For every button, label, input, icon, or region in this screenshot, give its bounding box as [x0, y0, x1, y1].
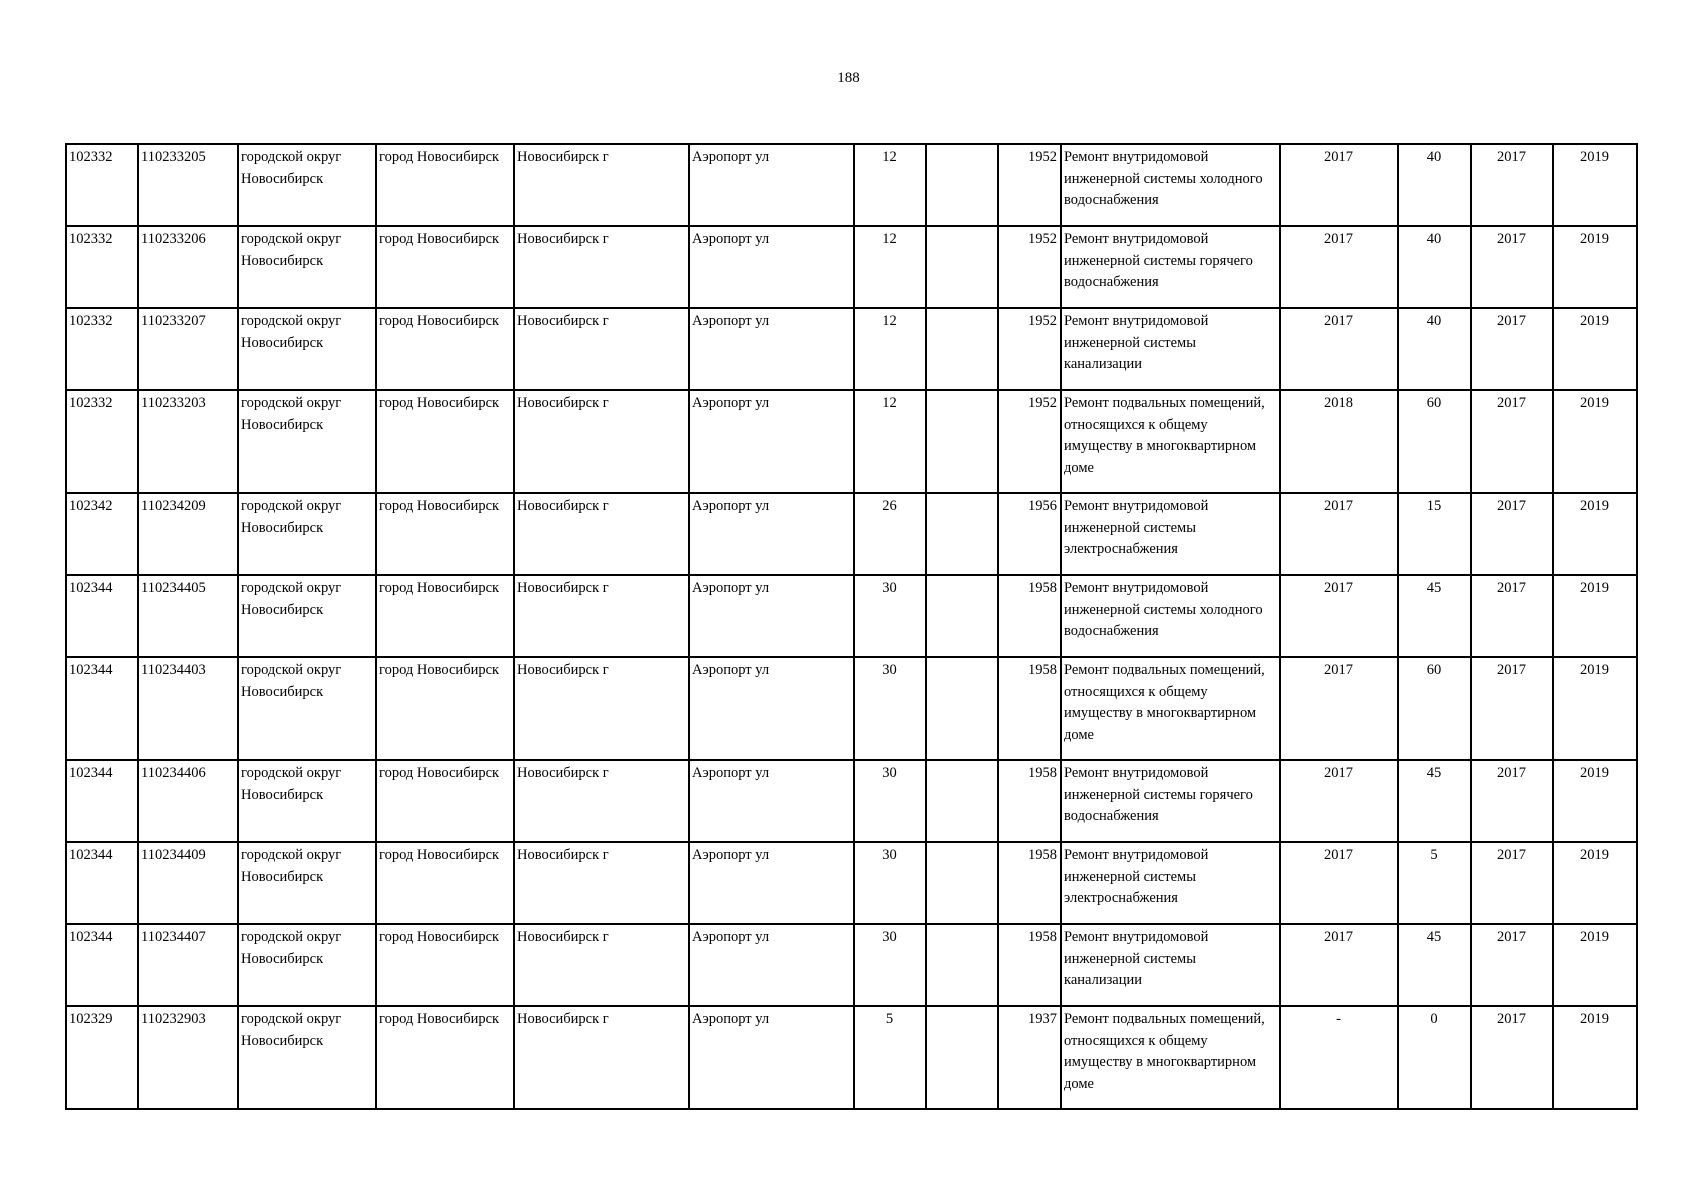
cell-plan-start: 2017 — [1471, 842, 1553, 924]
cell-last-repair-year: 2017 — [1280, 226, 1398, 308]
table-row — [66, 657, 1637, 760]
table-row — [66, 144, 1637, 226]
cell-locality: Новосибирск г — [514, 1006, 689, 1109]
cell-building — [926, 575, 998, 657]
cell-house-number: 30 — [854, 657, 926, 760]
cell-settlement: город Новосибирск — [376, 657, 514, 760]
table-row — [66, 760, 1637, 842]
cell-plan-start: 2017 — [1471, 575, 1553, 657]
cell-house-number: 26 — [854, 493, 926, 575]
cell-plan-end: 2019 — [1553, 575, 1637, 657]
table-row — [66, 842, 1637, 924]
cell-settlement: город Новосибирск — [376, 760, 514, 842]
cell-year-built: 1956 — [998, 493, 1061, 575]
cell-year-built: 1937 — [998, 1006, 1061, 1109]
cell-plan-end: 2019 — [1553, 657, 1637, 760]
cell-settlement: город Новосибирск — [376, 575, 514, 657]
cell-year-built: 1958 — [998, 924, 1061, 1006]
cell-house-number: 12 — [854, 226, 926, 308]
cell-plan-end: 2019 — [1553, 1006, 1637, 1109]
cell-municipal-district: городской округ Новосибирск — [238, 760, 376, 842]
cell-settlement: город Новосибирск — [376, 390, 514, 493]
cell-building — [926, 924, 998, 1006]
repair-registry-table — [65, 143, 1638, 1110]
table-row — [66, 226, 1637, 308]
cell-settlement: город Новосибирск — [376, 226, 514, 308]
cell-wear-percent: 45 — [1398, 760, 1471, 842]
cell-plan-end: 2019 — [1553, 493, 1637, 575]
cell-year-built: 1952 — [998, 308, 1061, 390]
cell-work-code: 110232903 — [138, 1006, 238, 1109]
table-row — [66, 575, 1637, 657]
cell-building — [926, 1006, 998, 1109]
cell-year-built: 1952 — [998, 144, 1061, 226]
cell-locality: Новосибирск г — [514, 924, 689, 1006]
cell-plan-start: 2017 — [1471, 308, 1553, 390]
cell-last-repair-year: - — [1280, 1006, 1398, 1109]
cell-street: Аэропорт ул — [689, 493, 854, 575]
cell-street: Аэропорт ул — [689, 575, 854, 657]
cell-work-code: 110234406 — [138, 760, 238, 842]
cell-house-id: 102344 — [66, 924, 138, 1006]
cell-house-number: 30 — [854, 842, 926, 924]
cell-house-id: 102332 — [66, 226, 138, 308]
cell-year-built: 1952 — [998, 226, 1061, 308]
cell-plan-end: 2019 — [1553, 760, 1637, 842]
cell-work-type: Ремонт подвальных помещений, относящихся к общему имуществу в многоквартирном доме — [1061, 390, 1280, 493]
cell-plan-start: 2017 — [1471, 144, 1553, 226]
cell-plan-start: 2017 — [1471, 493, 1553, 575]
cell-house-id: 102344 — [66, 842, 138, 924]
cell-work-type: Ремонт подвальных помещений, относящихся к общему имуществу в многоквартирном доме — [1061, 1006, 1280, 1109]
cell-work-type: Ремонт внутридомовой инженерной системы электроснабжения — [1061, 842, 1280, 924]
cell-wear-percent: 45 — [1398, 924, 1471, 1006]
cell-house-number: 12 — [854, 308, 926, 390]
registry-body — [66, 144, 1637, 1109]
cell-house-id: 102342 — [66, 493, 138, 575]
cell-work-type: Ремонт внутридомовой инженерной системы горячего водоснабжения — [1061, 760, 1280, 842]
cell-house-id: 102344 — [66, 575, 138, 657]
cell-settlement: город Новосибирск — [376, 308, 514, 390]
cell-building — [926, 308, 998, 390]
cell-locality: Новосибирск г — [514, 390, 689, 493]
cell-locality: Новосибирск г — [514, 144, 689, 226]
cell-plan-end: 2019 — [1553, 390, 1637, 493]
cell-house-number: 30 — [854, 924, 926, 1006]
table-row — [66, 390, 1637, 493]
cell-last-repair-year: 2018 — [1280, 390, 1398, 493]
cell-plan-start: 2017 — [1471, 390, 1553, 493]
cell-plan-start: 2017 — [1471, 924, 1553, 1006]
cell-plan-start: 2017 — [1471, 657, 1553, 760]
cell-last-repair-year: 2017 — [1280, 924, 1398, 1006]
cell-settlement: город Новосибирск — [376, 144, 514, 226]
cell-work-type: Ремонт внутридомовой инженерной системы холодного водоснабжения — [1061, 575, 1280, 657]
cell-house-id: 102344 — [66, 657, 138, 760]
cell-plan-end: 2019 — [1553, 842, 1637, 924]
cell-work-code: 110234407 — [138, 924, 238, 1006]
cell-work-code: 110233207 — [138, 308, 238, 390]
cell-locality: Новосибирск г — [514, 760, 689, 842]
cell-house-id: 102332 — [66, 144, 138, 226]
cell-building — [926, 493, 998, 575]
cell-work-code: 110234403 — [138, 657, 238, 760]
cell-last-repair-year: 2017 — [1280, 760, 1398, 842]
cell-municipal-district: городской округ Новосибирск — [238, 575, 376, 657]
cell-house-id: 102332 — [66, 390, 138, 493]
cell-plan-end: 2019 — [1553, 924, 1637, 1006]
cell-wear-percent: 0 — [1398, 1006, 1471, 1109]
cell-wear-percent: 60 — [1398, 657, 1471, 760]
cell-building — [926, 390, 998, 493]
cell-municipal-district: городской округ Новосибирск — [238, 390, 376, 493]
cell-settlement: город Новосибирск — [376, 1006, 514, 1109]
cell-street: Аэропорт ул — [689, 1006, 854, 1109]
cell-street: Аэропорт ул — [689, 924, 854, 1006]
cell-street: Аэропорт ул — [689, 842, 854, 924]
cell-plan-end: 2019 — [1553, 144, 1637, 226]
cell-house-number: 12 — [854, 390, 926, 493]
cell-plan-start: 2017 — [1471, 1006, 1553, 1109]
cell-work-code: 110234405 — [138, 575, 238, 657]
cell-plan-start: 2017 — [1471, 760, 1553, 842]
cell-work-type: Ремонт внутридомовой инженерной системы канализации — [1061, 308, 1280, 390]
table-row — [66, 308, 1637, 390]
cell-locality: Новосибирск г — [514, 842, 689, 924]
cell-last-repair-year: 2017 — [1280, 144, 1398, 226]
cell-building — [926, 842, 998, 924]
page-number: 188 — [837, 70, 860, 86]
cell-last-repair-year: 2017 — [1280, 842, 1398, 924]
cell-year-built: 1958 — [998, 760, 1061, 842]
table-row — [66, 1006, 1637, 1109]
cell-work-type: Ремонт подвальных помещений, относящихся к общему имуществу в многоквартирном доме — [1061, 657, 1280, 760]
cell-street: Аэропорт ул — [689, 308, 854, 390]
cell-street: Аэропорт ул — [689, 760, 854, 842]
cell-municipal-district: городской округ Новосибирск — [238, 842, 376, 924]
cell-municipal-district: городской округ Новосибирск — [238, 308, 376, 390]
cell-municipal-district: городской округ Новосибирск — [238, 226, 376, 308]
cell-building — [926, 657, 998, 760]
cell-locality: Новосибирск г — [514, 493, 689, 575]
cell-house-id: 102332 — [66, 308, 138, 390]
cell-work-code: 110233205 — [138, 144, 238, 226]
cell-locality: Новосибирск г — [514, 308, 689, 390]
cell-year-built: 1952 — [998, 390, 1061, 493]
cell-locality: Новосибирск г — [514, 226, 689, 308]
table-row — [66, 924, 1637, 1006]
cell-work-type: Ремонт внутридомовой инженерной системы холодного водоснабжения — [1061, 144, 1280, 226]
cell-building — [926, 760, 998, 842]
cell-municipal-district: городской округ Новосибирск — [238, 924, 376, 1006]
cell-settlement: город Новосибирск — [376, 842, 514, 924]
cell-plan-end: 2019 — [1553, 226, 1637, 308]
cell-last-repair-year: 2017 — [1280, 575, 1398, 657]
cell-wear-percent: 40 — [1398, 226, 1471, 308]
cell-house-number: 30 — [854, 760, 926, 842]
cell-wear-percent: 5 — [1398, 842, 1471, 924]
cell-work-code: 110234409 — [138, 842, 238, 924]
cell-year-built: 1958 — [998, 575, 1061, 657]
cell-house-id: 102344 — [66, 760, 138, 842]
cell-plan-end: 2019 — [1553, 308, 1637, 390]
cell-last-repair-year: 2017 — [1280, 308, 1398, 390]
table-row — [66, 493, 1637, 575]
cell-locality: Новосибирск г — [514, 657, 689, 760]
cell-building — [926, 144, 998, 226]
cell-house-number: 30 — [854, 575, 926, 657]
cell-settlement: город Новосибирск — [376, 493, 514, 575]
cell-street: Аэропорт ул — [689, 390, 854, 493]
cell-wear-percent: 40 — [1398, 308, 1471, 390]
cell-street: Аэропорт ул — [689, 144, 854, 226]
cell-building — [926, 226, 998, 308]
cell-house-id: 102329 — [66, 1006, 138, 1109]
cell-last-repair-year: 2017 — [1280, 493, 1398, 575]
cell-municipal-district: городской округ Новосибирск — [238, 1006, 376, 1109]
cell-settlement: город Новосибирск — [376, 924, 514, 1006]
cell-year-built: 1958 — [998, 657, 1061, 760]
cell-locality: Новосибирск г — [514, 575, 689, 657]
cell-work-type: Ремонт внутридомовой инженерной системы горячего водоснабжения — [1061, 226, 1280, 308]
cell-plan-start: 2017 — [1471, 226, 1553, 308]
cell-municipal-district: городской округ Новосибирск — [238, 657, 376, 760]
cell-street: Аэропорт ул — [689, 226, 854, 308]
cell-year-built: 1958 — [998, 842, 1061, 924]
cell-municipal-district: городской округ Новосибирск — [238, 493, 376, 575]
cell-wear-percent: 15 — [1398, 493, 1471, 575]
cell-work-code: 110233206 — [138, 226, 238, 308]
cell-work-type: Ремонт внутридомовой инженерной системы канализации — [1061, 924, 1280, 1006]
cell-work-type: Ремонт внутридомовой инженерной системы электроснабжения — [1061, 493, 1280, 575]
cell-work-code: 110234209 — [138, 493, 238, 575]
cell-municipal-district: городской округ Новосибирск — [238, 144, 376, 226]
cell-work-code: 110233203 — [138, 390, 238, 493]
cell-wear-percent: 60 — [1398, 390, 1471, 493]
cell-wear-percent: 45 — [1398, 575, 1471, 657]
cell-house-number: 12 — [854, 144, 926, 226]
cell-street: Аэропорт ул — [689, 657, 854, 760]
cell-wear-percent: 40 — [1398, 144, 1471, 226]
cell-house-number: 5 — [854, 1006, 926, 1109]
cell-last-repair-year: 2017 — [1280, 657, 1398, 760]
